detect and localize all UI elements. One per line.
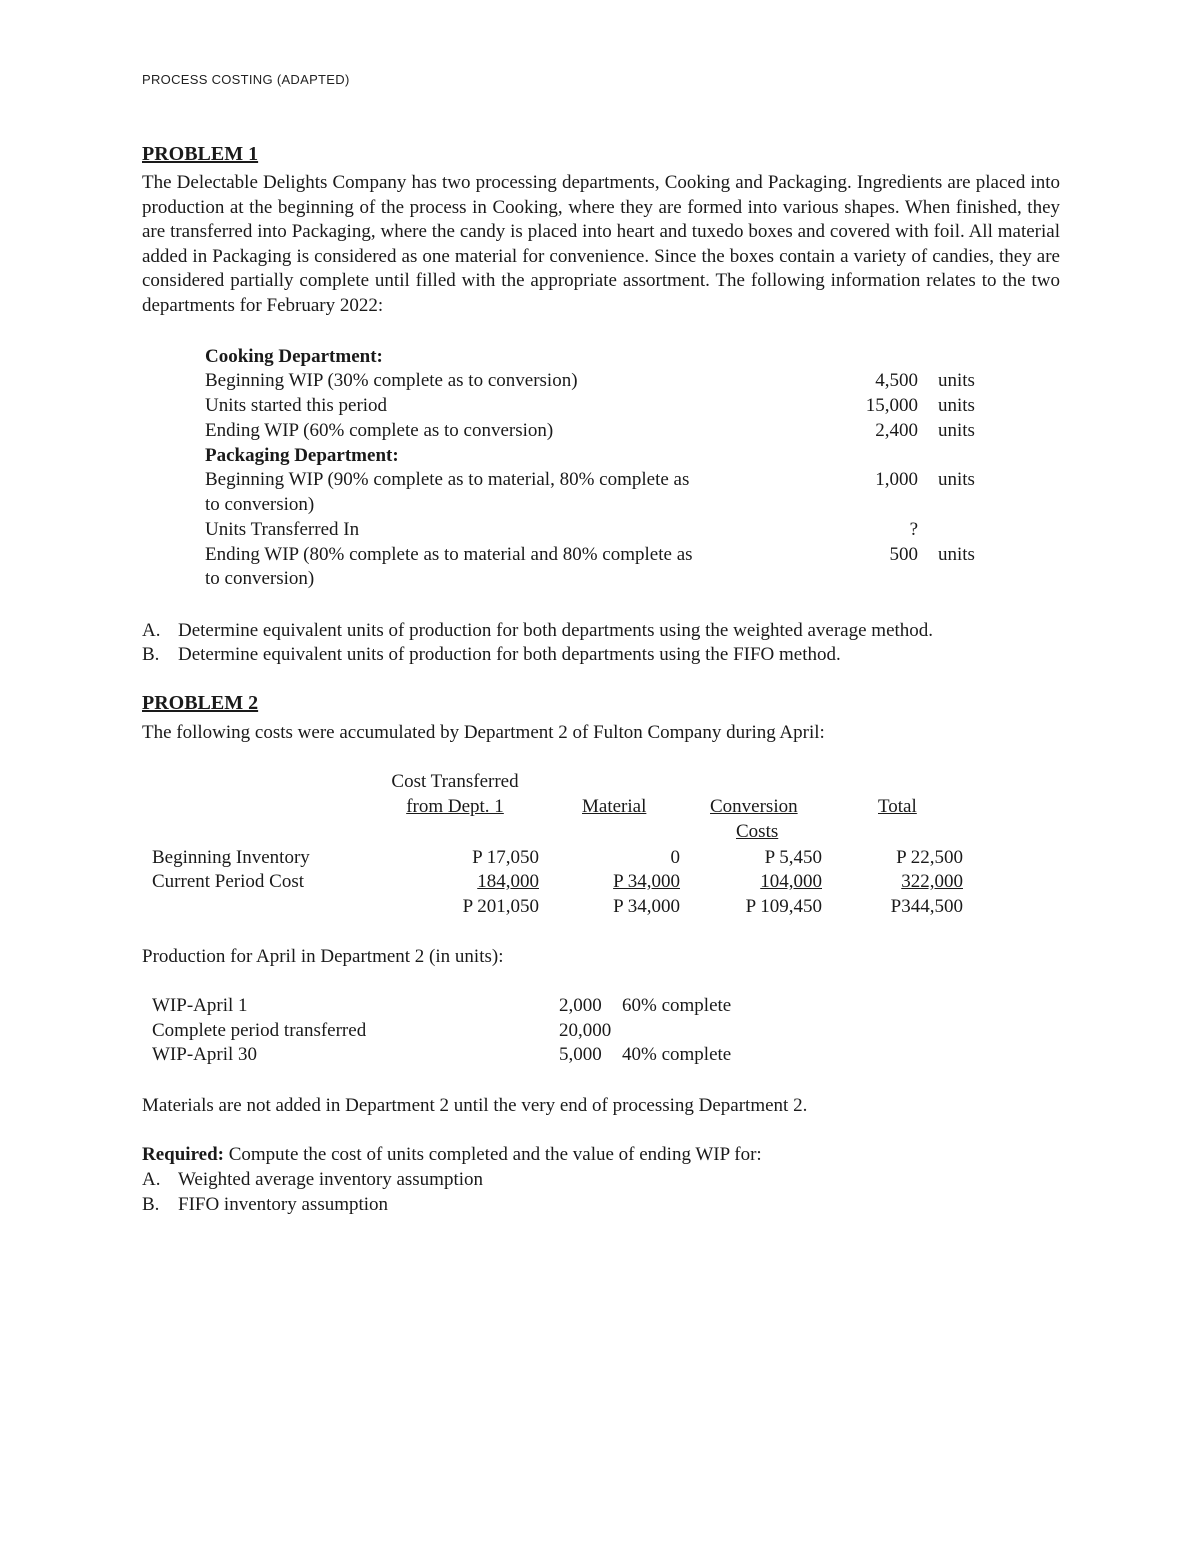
question-text: Determine equivalent units of production for both departments using the weighted average method. xyxy=(178,620,934,641)
question-text: Determine equivalent units of production for both departments using the FIFO method. xyxy=(178,644,841,665)
cost-total-sum: P344,500 xyxy=(890,896,963,917)
required-item-letter: B. xyxy=(142,1194,160,1215)
production-row-label: Complete period transferred xyxy=(152,1020,367,1041)
packaging-row-value: ? xyxy=(909,519,918,540)
question-letter: B. xyxy=(142,644,160,665)
cost-material-sum: P 34,000 xyxy=(613,896,680,917)
cooking-row-value: 4,500 xyxy=(875,370,918,391)
packaging-row-value: 500 xyxy=(889,544,918,565)
production-row-note: 60% complete xyxy=(622,995,732,1016)
packaging-row-unit: units xyxy=(938,469,975,490)
cooking-row-unit: units xyxy=(938,420,975,441)
production-row-units: 20,000 xyxy=(559,1020,612,1041)
cost-conversion: 104,000 xyxy=(760,871,822,892)
cost-total: 322,000 xyxy=(901,871,963,892)
cooking-row-unit: units xyxy=(938,395,975,416)
col-header-total: Total xyxy=(878,796,917,817)
cost-total: P 22,500 xyxy=(896,847,963,868)
packaging-row-label: Ending WIP (80% complete as to material and 80% complete as xyxy=(205,544,693,565)
required-label: Required: xyxy=(142,1144,224,1165)
cooking-row-label: Ending WIP (60% complete as to conversion) xyxy=(205,420,554,441)
cost-conversion: P 5,450 xyxy=(764,847,822,868)
production-row-units: 2,000 xyxy=(559,995,602,1016)
packaging-row-label: Units Transferred In xyxy=(205,519,360,540)
col-header-material: Material xyxy=(582,796,647,817)
col-header-transferred: Cost Transferred xyxy=(391,771,519,792)
production-row-units: 5,000 xyxy=(559,1044,602,1065)
document-header: PROCESS COSTING (ADAPTED) xyxy=(142,72,350,87)
required-item-letter: A. xyxy=(142,1169,161,1190)
cost-row-label: Beginning Inventory xyxy=(152,847,310,868)
cooking-row-label: Units started this period xyxy=(205,395,388,416)
col-header-conversion: Conversion xyxy=(710,796,798,817)
cost-conversion-sum: P 109,450 xyxy=(745,896,822,917)
cooking-row-unit: units xyxy=(938,370,975,391)
cost-material: 0 xyxy=(670,847,680,868)
problem1-intro: The Delectable Delights Company has two processing departments, Cooking and Packaging. Ingredients are placed into production at the beginning of the process in Cooking, where they are formed into various shapes. When finished, they are transferred into Packaging, where the candy is placed into heart and tuxedo boxes and covered with foil. All material added in Packaging is considered as one material for convenience. Since the boxes contain a variety of candies, they are considered partially complete until filled with the appropriate assortment. The following information relates to the two departments for February 2022: xyxy=(142,172,1060,316)
production-intro: Production for April in Department 2 (in units): xyxy=(142,946,504,967)
packaging-heading: Packaging Department: xyxy=(205,445,399,466)
production-row-note: 40% complete xyxy=(622,1044,732,1065)
packaging-row-unit: units xyxy=(938,544,975,565)
cost-transferred-sum: P 201,050 xyxy=(462,896,539,917)
production-row-label: WIP-April 1 xyxy=(152,995,248,1016)
materials-note: Materials are not added in Department 2 until the very end of processing Department 2. xyxy=(142,1095,808,1116)
required-text: Compute the cost of units completed and the value of ending WIP for: xyxy=(223,1144,762,1165)
problem2-title: PROBLEM 2 xyxy=(142,692,259,714)
cooking-row-label: Beginning WIP (30% complete as to conversion) xyxy=(205,370,578,391)
packaging-row-label-cont: to conversion) xyxy=(205,568,315,589)
packaging-row-label: Beginning WIP (90% complete as to material, 80% complete as xyxy=(205,469,690,490)
packaging-row-label-cont: to conversion) xyxy=(205,494,315,515)
cost-transferred: 184,000 xyxy=(477,871,539,892)
problem2-intro: The following costs were accumulated by Department 2 of Fulton Company during April: xyxy=(142,722,825,743)
cooking-row-value: 15,000 xyxy=(865,395,918,416)
cost-row-label: Current Period Cost xyxy=(152,871,304,892)
production-row-label: WIP-April 30 xyxy=(152,1044,258,1065)
problem1-title: PROBLEM 1 xyxy=(142,143,259,165)
cooking-row-value: 2,400 xyxy=(875,420,918,441)
required-line xyxy=(142,1143,762,1167)
packaging-row-value: 1,000 xyxy=(875,469,918,490)
required-item-text: Weighted average inventory assumption xyxy=(178,1169,484,1190)
cost-material: P 34,000 xyxy=(613,871,680,892)
col-header-conversion-cont: Costs xyxy=(736,821,779,842)
cost-transferred: P 17,050 xyxy=(472,847,539,868)
cooking-heading: Cooking Department: xyxy=(205,346,383,367)
col-header-transferred-cont: from Dept. 1 xyxy=(406,796,504,817)
required-item-text: FIFO inventory assumption xyxy=(178,1194,389,1215)
question-letter: A. xyxy=(142,620,161,641)
